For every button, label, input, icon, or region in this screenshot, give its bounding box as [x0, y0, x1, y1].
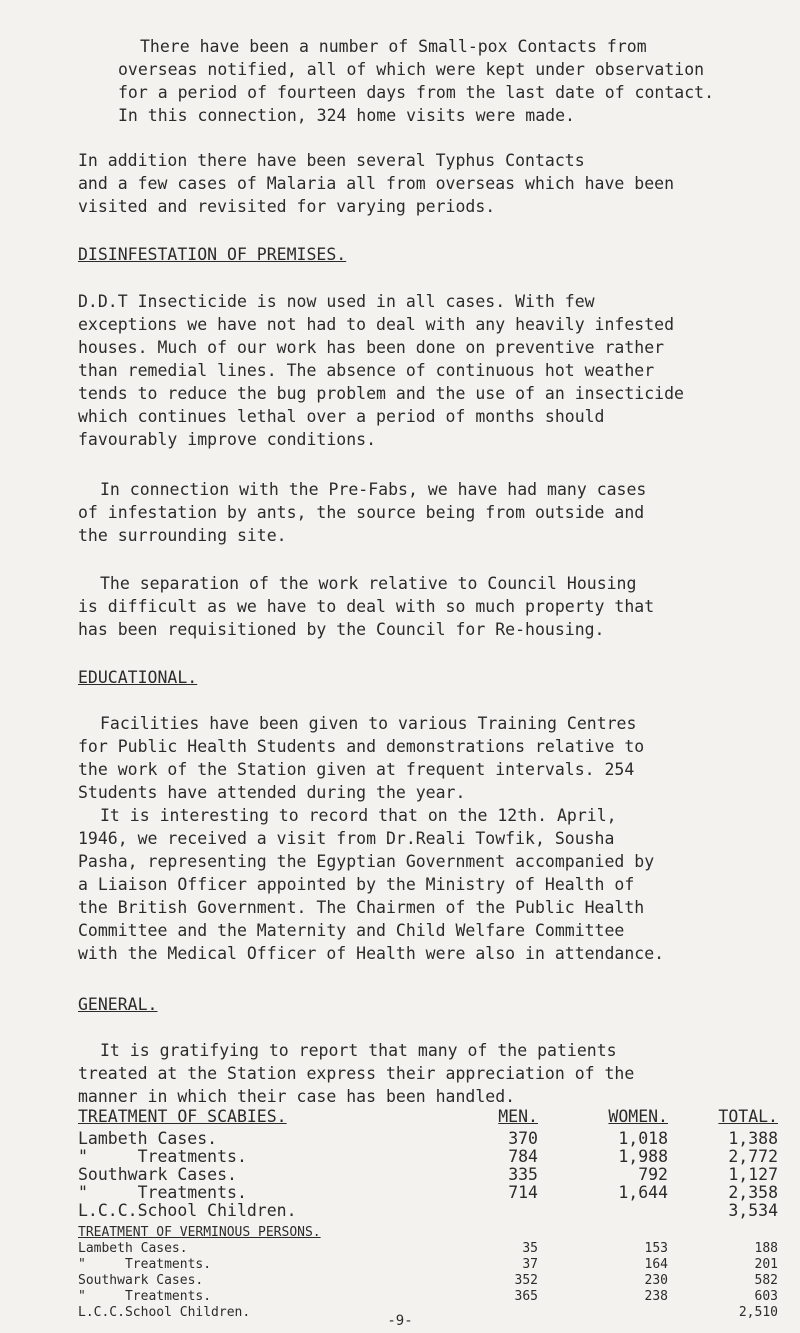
column-header-total: TOTAL.	[718, 1107, 778, 1126]
text-line: is difficult as we have to deal with so much property that	[78, 597, 655, 616]
verminous-table	[78, 1225, 778, 1321]
cell-men: 335	[508, 1165, 538, 1184]
cell-men: 35	[522, 1241, 538, 1256]
typhus-paragraph	[78, 149, 738, 218]
cell-men: 714	[508, 1183, 538, 1202]
prefabs-paragraph	[78, 478, 738, 547]
text-line: In addition there have been several Typhus Contacts	[78, 151, 585, 170]
cell-women: 164	[644, 1257, 668, 1272]
cell-total: 2,772	[728, 1147, 778, 1166]
table-row	[78, 1148, 778, 1166]
cell-total: 1,388	[728, 1129, 778, 1148]
text-line: In this connection, 324 home visits were made.	[118, 106, 575, 125]
cell-women: 1,644	[618, 1183, 668, 1202]
cell-total: 2,510	[738, 1305, 778, 1320]
verminous-table-block	[78, 1225, 778, 1321]
text-line: of infestation by ants, the source being from outside and	[78, 503, 645, 522]
section-heading: DISINFESTATION OF PREMISES.	[78, 245, 347, 264]
row-label: " Treatments.	[78, 1183, 247, 1202]
scabies-table-body	[78, 1130, 778, 1220]
row-label: Southwark Cases.	[78, 1165, 237, 1184]
text-line: manner in which their case has been handled.	[78, 1087, 516, 1106]
text-line: It is gratifying to report that many of the patients	[100, 1041, 617, 1060]
row-label: " Treatments.	[78, 1257, 212, 1272]
cell-women	[538, 1202, 668, 1220]
table-row	[78, 1241, 778, 1257]
column-header-men: MEN.	[498, 1107, 538, 1126]
row-label: Lambeth Cases.	[78, 1129, 218, 1148]
text-line: treated at the Station express their appreciation of the	[78, 1064, 635, 1083]
text-line: a Liaison Officer appointed by the Ministry of Health of	[78, 875, 635, 894]
row-label: " Treatments.	[78, 1147, 247, 1166]
text-line: tends to reduce the bug problem and the use of an insecticide	[78, 384, 684, 403]
cell-total: 582	[754, 1273, 778, 1288]
cell-men: 37	[522, 1257, 538, 1272]
table-row	[78, 1202, 778, 1220]
separation-paragraph	[78, 572, 738, 641]
text-line: Pasha, representing the Egyptian Government accompanied by	[78, 852, 655, 871]
cell-total: 603	[754, 1289, 778, 1304]
cell-total: 1,127	[728, 1165, 778, 1184]
text-line: There have been a number of Small-pox Contacts from	[140, 37, 647, 56]
text-line: favourably improve conditions.	[78, 430, 377, 449]
table-row	[78, 1166, 778, 1184]
text-line: The separation of the work relative to Council Housing	[100, 574, 637, 593]
table-row	[78, 1184, 778, 1202]
row-label: L.C.C.School Children.	[78, 1201, 297, 1220]
section-heading: GENERAL.	[78, 995, 158, 1014]
visit-paragraph	[78, 804, 738, 965]
cell-women: 1,018	[618, 1129, 668, 1148]
row-label: " Treatments.	[78, 1289, 212, 1304]
text-line: than remedial lines. The absence of continuous hot weather	[78, 361, 655, 380]
text-line: for a period of fourteen days from the last date of contact.	[118, 83, 715, 102]
text-line: In connection with the Pre-Fabs, we have had many cases	[100, 480, 647, 499]
text-line: It is interesting to record that on the 12th. April,	[100, 806, 617, 825]
table-row	[78, 1130, 778, 1148]
general-paragraph	[78, 1039, 738, 1108]
section-heading: EDUCATIONAL.	[78, 668, 198, 687]
text-line: the British Government. The Chairmen of the Public Health	[78, 898, 645, 917]
cell-women: 1,988	[618, 1147, 668, 1166]
cell-total: 201	[754, 1257, 778, 1272]
facilities-paragraph	[78, 712, 738, 804]
text-line: 1946, we received a visit from Dr.Reali Towfik, Sousha	[78, 829, 615, 848]
text-line: D.D.T Insecticide is now used in all cases. With few	[78, 292, 595, 311]
text-line: with the Medical Officer of Health were also in attendance.	[78, 944, 665, 963]
row-label: Southwark Cases.	[78, 1273, 204, 1288]
table-title: TREATMENT OF SCABIES.	[78, 1107, 287, 1126]
text-line: which continues lethal over a period of months should	[78, 407, 605, 426]
cell-men: 370	[508, 1129, 538, 1148]
column-header-women: WOMEN.	[608, 1107, 668, 1126]
text-line: for Public Health Students and demonstrations relative to	[78, 737, 645, 756]
text-line: Students have attended during the year.	[78, 783, 466, 802]
text-line: and a few cases of Malaria all from overseas which have been	[78, 174, 675, 193]
text-line: Committee and the Maternity and Child Welfare Committee	[78, 921, 625, 940]
general-section	[78, 993, 738, 1016]
cell-men	[468, 1202, 538, 1220]
text-line: exceptions we have not had to deal with any heavily infested	[78, 315, 675, 334]
cell-total: 188	[754, 1241, 778, 1256]
table-header-row	[78, 1105, 778, 1128]
text-line: Facilities have been given to various Training Centres	[100, 714, 637, 733]
text-line: has been requisitioned by the Council for Re-housing.	[78, 620, 605, 639]
text-line: visited and revisited for varying periods.	[78, 197, 496, 216]
scabies-table	[78, 1105, 778, 1128]
table-title: TREATMENT OF VERMINOUS PERSONS.	[78, 1225, 321, 1240]
cell-women: 792	[638, 1165, 668, 1184]
cell-women: 153	[644, 1241, 668, 1256]
page-number: -9-	[387, 1313, 413, 1329]
cell-women: 230	[644, 1273, 668, 1288]
cell-men: 365	[514, 1289, 538, 1304]
text-line: overseas notified, all of which were kept under observation	[118, 60, 705, 79]
row-label: Lambeth Cases.	[78, 1241, 188, 1256]
table-row	[78, 1273, 778, 1289]
row-label: L.C.C.School Children.	[78, 1305, 251, 1320]
disinfestation-section	[78, 243, 738, 266]
scabies-table-block	[78, 1105, 778, 1128]
smallpox-paragraph	[118, 35, 758, 127]
educational-section	[78, 666, 738, 689]
table-header-row	[78, 1225, 778, 1241]
cell-total: 2,358	[728, 1183, 778, 1202]
ddt-paragraph	[78, 290, 738, 451]
table-row	[78, 1289, 778, 1305]
cell-total: 3,534	[728, 1201, 778, 1220]
cell-men: 784	[508, 1147, 538, 1166]
scabies-rows	[78, 1130, 778, 1220]
cell-women: 238	[644, 1289, 668, 1304]
text-line: houses. Much of our work has been done on preventive rather	[78, 338, 665, 357]
cell-men: 352	[514, 1273, 538, 1288]
text-line: the work of the Station given at frequent intervals. 254	[78, 760, 635, 779]
table-row	[78, 1257, 778, 1273]
text-line: the surrounding site.	[78, 526, 287, 545]
